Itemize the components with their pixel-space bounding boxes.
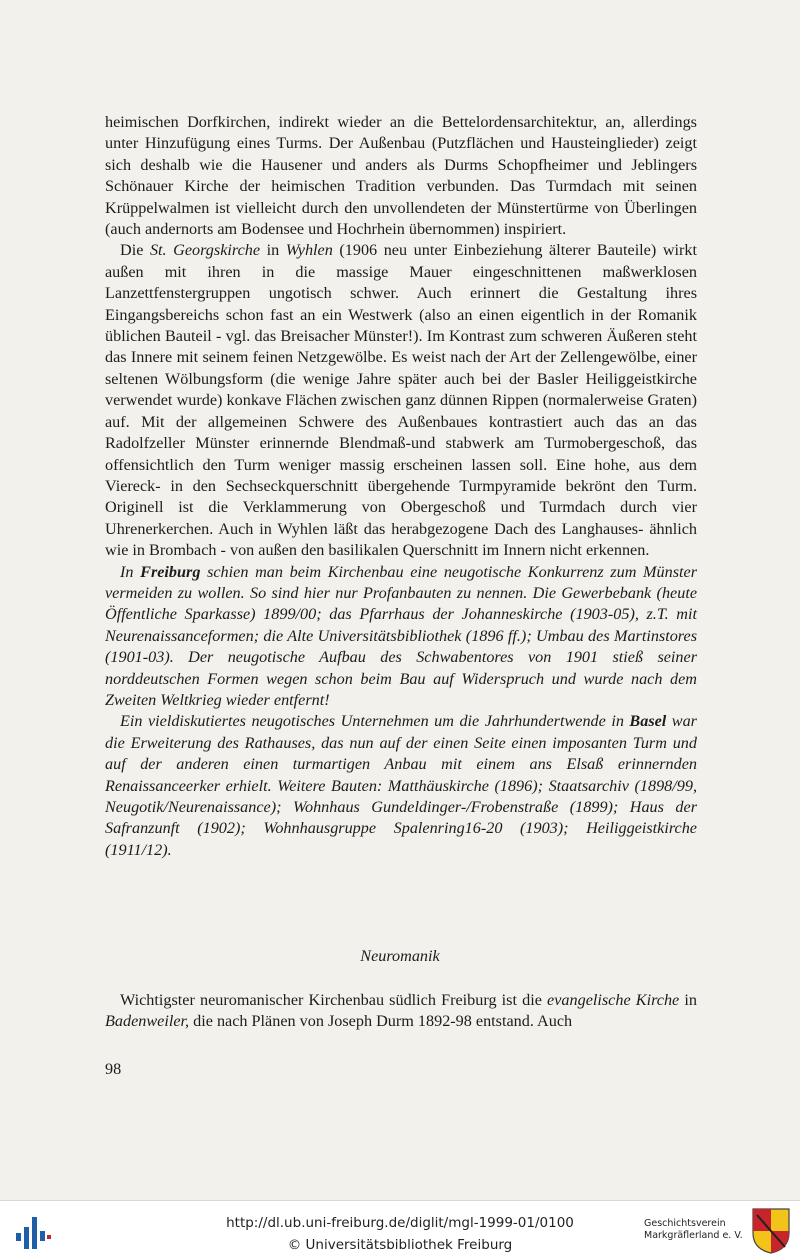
society-line-2: Markgräflerland e. V.: [644, 1230, 743, 1241]
paragraph: Die St. Georgskirche in Wyhlen (1906 neu unter Einbeziehung älterer Bauteile) wirkt außen mit ihren in die massige Mauer eingeschnittenen maßwerklosen Lanzettfenstergruppen ungotisch schwer. Auch erinnert die Gestaltung ihres Eingangsbereichs schon fast an ein Westwerk (also an einen eigentlich in der Romanik üblichen Bauteil - vgl. das Breisacher Münster!). Im Kontrast zum schweren Äußeren steht das Innere mit seinem feinen Netzgewölbe. Es weist nach der Art der Zellengewölbe, einer seltenen Wölbungsform (die wenige Jahre später auch bei der Basler Heiliggeistkirche verwendet wurde) konkave Flächen zwischen ganz dünnen Rippen (normalerweise Graten) auf. Mit der allgemeinen Schwere des Außenbaues kontrastiert auch das an das Radolfzeller Münster erinnernde Blendmaß-und stabwerk am Turmobergeschoß, das offensichtlich den Turm weniger massig erscheinen lassen soll. Eine hohe, aus dem Viereck- in den Sechseckquerschnitt übergehende Turmpyramide bekrönt den Turm. Originell ist die Verklammerung von Obergeschoß und Turmdach durch vier Uhrenerkerchen. Auch in Wyhlen läßt das herabgezogene Dach des Langhauses- ähnlich wie in Brombach - von außen den basilikalen Querschnitt im Innern nicht erkennen.: [105, 241, 697, 560]
paragraph: In Freiburg schien man beim Kirchenbau eine neugotische Konkurrenz zum Münster vermeiden zu wollen. So sind hier nur Profanbauten zu nennen. Die Gewerbebank (heute Öffentliche Sparkasse) 1899/00; das Pfarrhaus der Johanneskirche (1903-05), z.T. mit Neurenaissanceformen; die Alte Universitätsbibliothek (1896 ff.); Umbau des Martinstores (1901-03). Der neugotische Aufbau des Schwabentores von 1901 stieß seiner norddeutschen Formen wegen schon beim Bau auf Widerspruch und wurde nach dem Zweiten Weltkrieg wieder entfernt!: [105, 562, 697, 709]
paragraph: Ein vieldiskutiertes neugotisches Unternehmen um die Jahrhundertwende in Basel war die Erweiterung des Rathauses, das nun auf der einen Seite einen imposanten Turm und auf der anderen einen turmartigen Anbau mit einem ans Elsaß erinnernden Renaissanceerker erhielt. Weitere Bauten: Matthäuskirche (1896); Staatsarchiv (1898/99, Neugotik/Neurenaissance); Wohnhaus Gundeldinger-/Frobenstraße (1899); Haus der Safranzunft (1902); Wohnhausgruppe Spalenring16-20 (1903); Heiliggeistkirche (1911/12).: [105, 712, 697, 859]
page-number: 98: [105, 1060, 122, 1078]
paragraph: heimischen Dorfkirchen, indirekt wieder an die Bettelordensarchitektur, an, allerdings unter Hinzufügung eines Turms. Der Außenbau (Putzflächen und Hausteinglieder) zeigt sich deshalb wie die Hausener und anders als Durms Schopfheimer und Jeblingers Schönauer Kirche der heimischen Tradition verbunden. Das Turmdach mit seinen Krüppelwalmen ist vielleicht durch den unvollendeten der Münstertürme von Überlingen (auch andernorts am Bodensee und Hochrhein übernommen) inspiriert.: [105, 113, 697, 239]
footer-url-link[interactable]: http://dl.ub.uni-freiburg.de/diglit/mgl-1999-01/0100: [226, 1215, 574, 1231]
footer-copyright: © Universitätsbibliothek Freiburg: [287, 1237, 513, 1253]
crest-icon: [751, 1207, 791, 1255]
footer: [0, 1200, 800, 1260]
body-text: [105, 112, 697, 861]
section-heading: Neuromanik: [360, 947, 440, 965]
closing-paragraph-text: Wichtigster neuromanischer Kirchenbau südlich Freiburg ist die evangelische Kirche in Badenweiler, die nach Plänen von Joseph Durm 1892-98 entstand. Auch: [105, 991, 697, 1031]
society-line-1: Geschichtsverein: [644, 1218, 726, 1229]
society-name: [644, 1218, 743, 1242]
closing-paragraph: [105, 990, 697, 1033]
